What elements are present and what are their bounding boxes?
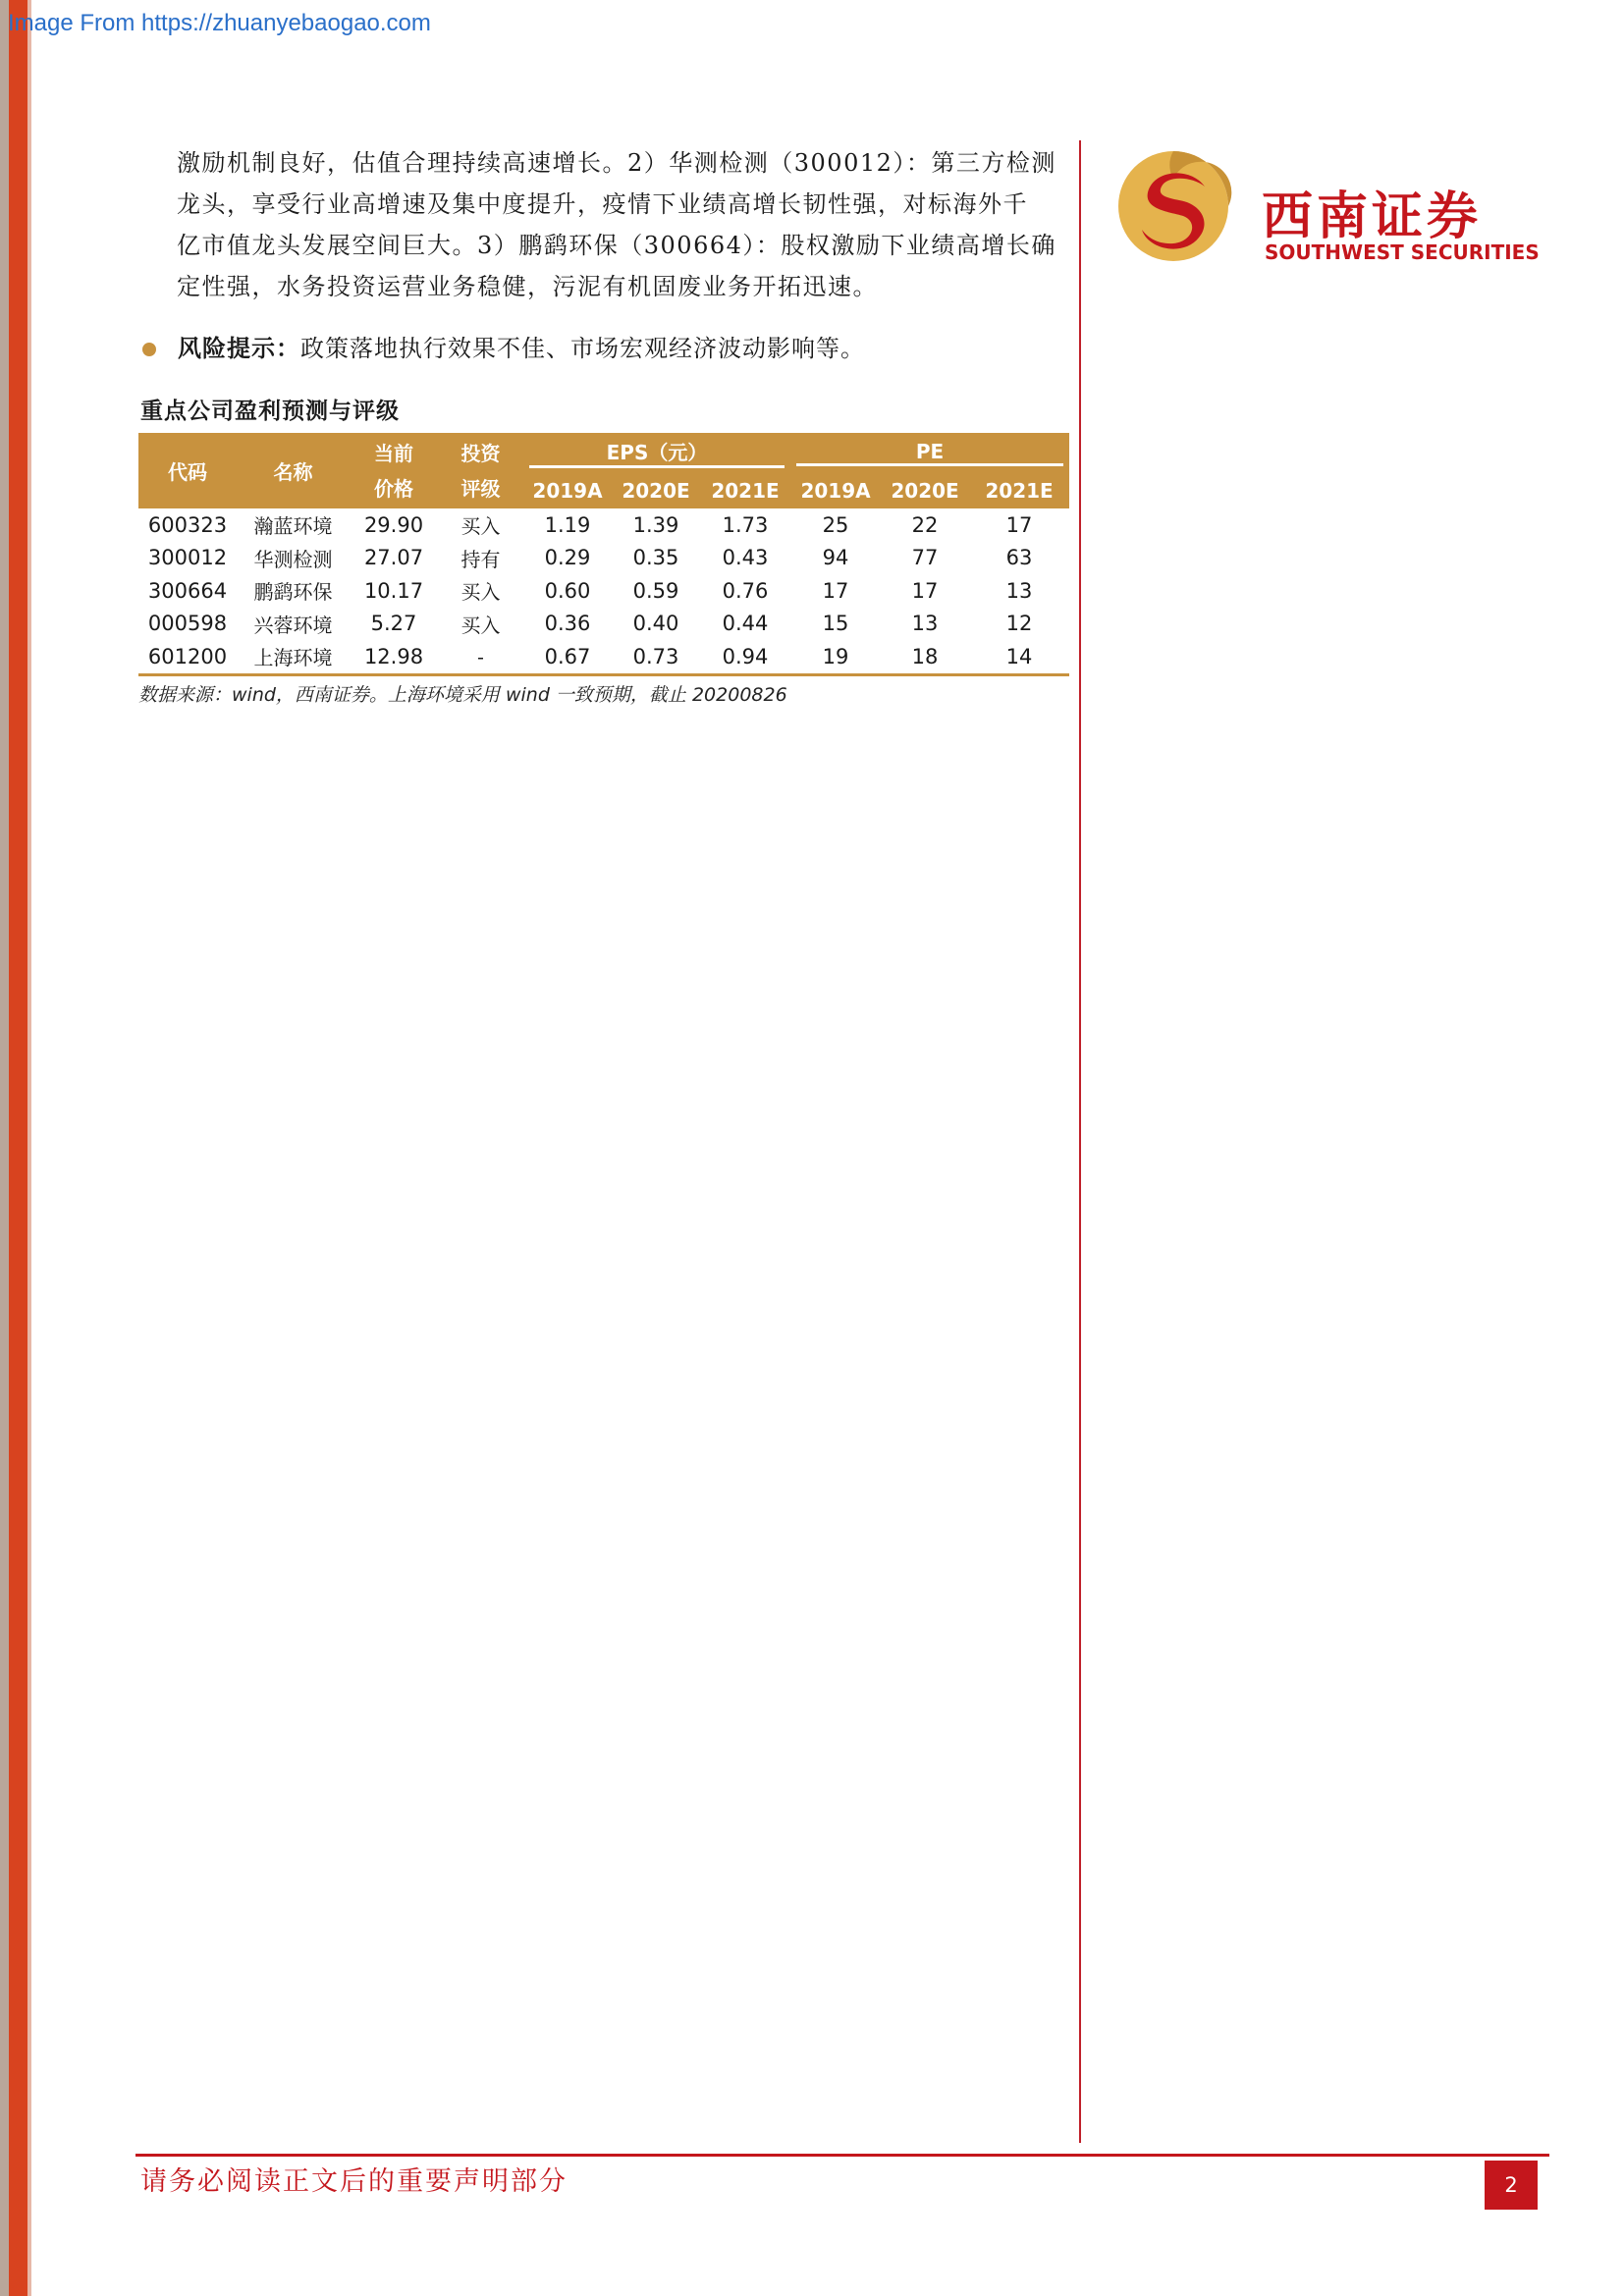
header-eps-label: EPS（元） — [529, 437, 785, 468]
cell-rating: 持有 — [460, 547, 501, 571]
header-pe-group — [790, 433, 1069, 472]
paragraph-line: 定性强，水务投资运营业务稳健，污泥有机固废业务开拓迅速。 — [177, 273, 878, 300]
cell-pe-2020e: 77 — [911, 546, 939, 570]
cell-eps-2020e: 0.40 — [632, 612, 679, 636]
paragraph-line: 亿市值龙头发展空间巨大。3）鹏鹞环保（300664）：股权激励下业绩高增长确 — [177, 232, 1056, 259]
table-row — [138, 542, 1069, 575]
cell-pe-2019a: 19 — [822, 644, 849, 668]
cell-pe-2021e: 17 — [1005, 512, 1033, 537]
forecast-table — [138, 433, 1069, 673]
header-eps-2020e: 2020E — [612, 472, 700, 508]
table-source-note: 数据来源：wind，西南证券。上海环境采用 wind 一致预期，截止 20200826 — [138, 684, 787, 706]
cell-rating: - — [477, 644, 484, 668]
cell-eps-2021e: 0.76 — [722, 578, 769, 603]
watermark-link[interactable]: Image From https://zhuanyebaogao.com — [8, 10, 431, 36]
paragraph-line: 龙头，享受行业高增速及集中度提升，疫情下业绩高增长韧性强，对标海外千 — [177, 190, 1028, 218]
header-price-line1: 当前 — [374, 441, 413, 465]
header-rating — [438, 433, 523, 508]
cell-pe-2020e: 18 — [911, 644, 939, 668]
cell-eps-2019a: 1.19 — [544, 512, 591, 537]
header-price-line2: 价格 — [374, 476, 413, 501]
cell-eps-2019a: 0.67 — [544, 644, 591, 668]
header-name: 名称 — [237, 433, 350, 508]
cell-eps-2020e: 0.59 — [632, 578, 679, 603]
cell-pe-2020e: 17 — [911, 578, 939, 603]
cell-price: 5.27 — [370, 612, 417, 636]
header-eps-2021e: 2021E — [700, 472, 790, 508]
body-paragraph — [177, 142, 1060, 307]
cell-pe-2021e: 13 — [1005, 578, 1033, 603]
cell-name: 鹏鹞环保 — [253, 580, 333, 605]
forecast-table-wrapper — [138, 433, 1069, 676]
header-rating-line2: 评级 — [460, 476, 501, 501]
cell-eps-2019a: 0.29 — [544, 546, 591, 570]
header-pe-2021e: 2021E — [969, 472, 1069, 508]
header-code: 代码 — [138, 433, 237, 508]
table-row — [138, 608, 1069, 641]
table-row — [138, 508, 1069, 542]
cell-pe-2019a: 17 — [822, 578, 849, 603]
cell-eps-2021e: 0.94 — [722, 644, 769, 668]
cell-eps-2020e: 0.73 — [632, 644, 679, 668]
footer-disclaimer: 请务必阅读正文后的重要声明部分 — [140, 2166, 568, 2197]
footer-rule — [135, 2154, 1549, 2157]
table-row — [138, 574, 1069, 608]
cell-rating: 买入 — [460, 613, 501, 637]
bullet-dot-icon — [142, 343, 156, 356]
cell-rating: 买入 — [460, 514, 501, 539]
cell-name: 兴蓉环境 — [253, 613, 333, 637]
company-logo — [1114, 147, 1540, 270]
margin-stripe-red — [9, 0, 27, 2296]
cell-name: 瀚蓝环境 — [253, 514, 333, 539]
cell-pe-2021e: 63 — [1005, 546, 1033, 570]
cell-eps-2020e: 1.39 — [632, 512, 679, 537]
cell-eps-2019a: 0.36 — [544, 612, 591, 636]
cell-code: 000598 — [147, 612, 228, 636]
cell-code: 601200 — [147, 644, 228, 668]
cell-price: 10.17 — [363, 578, 424, 603]
logo-emblem-icon — [1114, 147, 1232, 265]
risk-text: 政策落地执行效果不佳、市场宏观经济波动影响等。 — [300, 335, 865, 362]
risk-text-line — [178, 331, 865, 366]
table-row — [138, 640, 1069, 673]
header-pe-label: PE — [796, 440, 1063, 466]
column-divider — [1079, 140, 1081, 2143]
cell-pe-2021e: 12 — [1005, 612, 1033, 636]
cell-code: 300012 — [147, 546, 228, 570]
cell-pe-2019a: 94 — [822, 546, 849, 570]
cell-rating: 买入 — [460, 580, 501, 605]
cell-eps-2021e: 1.73 — [722, 512, 769, 537]
paragraph-line: 激励机制良好，估值合理持续高速增长。2）华测检测（300012）：第三方检测 — [177, 149, 1056, 177]
header-eps-2019a: 2019A — [523, 472, 612, 508]
cell-code: 300664 — [147, 578, 228, 603]
cell-pe-2020e: 22 — [911, 512, 939, 537]
cell-pe-2019a: 15 — [822, 612, 849, 636]
margin-stripe-grey — [0, 0, 9, 2296]
cell-pe-2021e: 14 — [1005, 644, 1033, 668]
cell-price: 27.07 — [363, 546, 424, 570]
cell-name: 华测检测 — [253, 547, 333, 571]
header-pe-2019a: 2019A — [790, 472, 881, 508]
cell-eps-2021e: 0.44 — [722, 612, 769, 636]
page-number: 2 — [1485, 2161, 1538, 2210]
cell-pe-2019a: 25 — [822, 512, 849, 537]
header-rating-line1: 投资 — [460, 441, 501, 465]
cell-eps-2020e: 0.35 — [632, 546, 679, 570]
logo-name-en: SOUTHWEST SECURITIES — [1265, 240, 1540, 264]
table-bottom-rule — [138, 673, 1069, 676]
cell-price: 12.98 — [363, 644, 424, 668]
cell-eps-2019a: 0.60 — [544, 578, 591, 603]
risk-label: 风险提示： — [178, 334, 300, 362]
logo-name-cn: 西南证券 — [1262, 187, 1483, 246]
table-title: 重点公司盈利预测与评级 — [140, 398, 400, 424]
cell-code: 600323 — [147, 512, 228, 537]
cell-name: 上海环境 — [253, 646, 333, 670]
cell-pe-2020e: 13 — [911, 612, 939, 636]
cell-price: 29.90 — [363, 512, 424, 537]
cell-eps-2021e: 0.43 — [722, 546, 769, 570]
header-eps-group — [523, 433, 790, 472]
header-price — [350, 433, 438, 508]
header-pe-2020e: 2020E — [881, 472, 969, 508]
margin-stripe-pink — [27, 0, 31, 2296]
